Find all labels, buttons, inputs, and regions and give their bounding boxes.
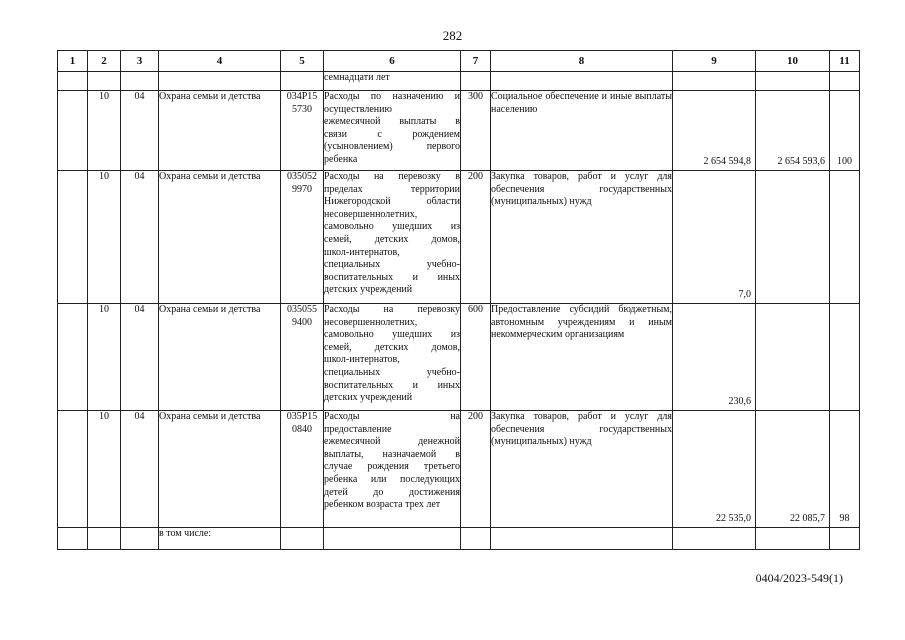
- description-line: специальных учебно-: [324, 259, 460, 271]
- description-line: школ-интернатов,: [324, 246, 400, 258]
- cell-expense-type-name: Предоставление субсидий бюджетным, автономным учреждениям и иным некоммерческим организациям: [491, 304, 673, 411]
- description-line: самовольно ушедших из: [324, 329, 460, 341]
- header-col-10: 10: [756, 51, 830, 72]
- description-line: школ-интернатов,: [324, 354, 400, 366]
- cell-execution-percent: 100: [830, 91, 860, 171]
- header-col-2: 2: [88, 51, 121, 72]
- continuation-row: [58, 72, 860, 91]
- including-label: в том числе:: [159, 528, 281, 550]
- description-line: несовершеннолетних,: [324, 316, 418, 328]
- continuation-text: семнадцати лет: [324, 72, 461, 91]
- table-row: [58, 171, 860, 304]
- description-line: воспитательных и иных: [324, 271, 460, 283]
- cell-subsection: 04: [121, 304, 159, 411]
- cell-expense-description: [324, 411, 461, 528]
- header-col-5: 5: [281, 51, 324, 72]
- cell-expense-description: [324, 91, 461, 171]
- cell-execution-percent: [830, 171, 860, 304]
- cell-expense-type-code: 200: [461, 411, 491, 528]
- cell-section-name: Охрана семьи и детства: [159, 171, 281, 304]
- cell-section: 10: [88, 411, 121, 528]
- description-line: Расходы по назначению и: [324, 91, 460, 102]
- empty-cell: [461, 528, 491, 550]
- page-number: 282: [442, 28, 463, 43]
- empty-cell: [491, 528, 673, 550]
- header-col-9: 9: [673, 51, 756, 72]
- empty-cell: [324, 528, 461, 550]
- cell-expense-type-code: 600: [461, 304, 491, 411]
- description-line: Расходы на перевозку: [324, 304, 460, 315]
- header-col-1: 1: [58, 51, 88, 72]
- cell-section: 10: [88, 91, 121, 171]
- cell-col-1: [58, 411, 88, 528]
- description-line: предоставление: [324, 423, 392, 435]
- cell-subsection: 04: [121, 411, 159, 528]
- header-col-11: 11: [830, 51, 860, 72]
- cell-col-1: [58, 304, 88, 411]
- description-line: Расходы на: [324, 411, 460, 422]
- description-line: ежемесячной выплаты в: [324, 116, 460, 128]
- cell-expense-type-name: Социальное обеспечение и иные выплаты населению: [491, 91, 673, 171]
- cell-approved-amount: 7,0: [673, 171, 756, 304]
- cell-expense-type-code: 300: [461, 91, 491, 171]
- description-line: случае рождения третьего: [324, 461, 460, 473]
- description-line: детей до достижения: [324, 486, 460, 498]
- cell-section-name: Охрана семьи и детства: [159, 411, 281, 528]
- cell-executed-amount: 22 085,7: [756, 411, 830, 528]
- cell-expense-type-name: Закупка товаров, работ и услуг для обеспечения государственных (муниципальных) нужд: [491, 171, 673, 304]
- cell-section: 10: [88, 171, 121, 304]
- empty-cell: [121, 528, 159, 550]
- budget-table: [57, 50, 860, 550]
- description-line: несовершеннолетних,: [324, 208, 418, 220]
- description-line: ребенка или последующих: [324, 473, 460, 485]
- description-line: ребенка: [324, 153, 358, 165]
- cell-execution-percent: [830, 304, 860, 411]
- cell-expense-type-code: 200: [461, 171, 491, 304]
- description-line: осуществлению: [324, 103, 392, 115]
- empty-cell: [673, 528, 756, 550]
- cell-expense-type-name: Закупка товаров, работ и услуг для обеспечения государственных (муниципальных) нужд: [491, 411, 673, 528]
- description-line: детских учреждений: [324, 392, 413, 404]
- table-row: [58, 304, 860, 411]
- header-col-3: 3: [121, 51, 159, 72]
- document-code: 0404/2023-549(1): [755, 571, 843, 585]
- cell-target-code: 034P15 5730: [281, 91, 324, 171]
- table-row: [58, 411, 860, 528]
- description-line: пределах территории: [324, 183, 460, 195]
- header-row: [58, 51, 860, 72]
- cell-subsection: 04: [121, 171, 159, 304]
- cell-approved-amount: 2 654 594,8: [673, 91, 756, 171]
- cell-section-name: Охрана семьи и детства: [159, 91, 281, 171]
- cell-executed-amount: [756, 171, 830, 304]
- description-line: семей, детских домов,: [324, 233, 460, 245]
- description-line: ребенком возраста трех лет: [324, 499, 441, 511]
- header-col-7: 7: [461, 51, 491, 72]
- empty-cell: [88, 528, 121, 550]
- cell-subsection: 04: [121, 91, 159, 171]
- cell-target-code: 035P15 0840: [281, 411, 324, 528]
- footer-row: [58, 528, 860, 550]
- cell-col-1: [58, 171, 88, 304]
- description-line: Нижегородской области: [324, 196, 460, 208]
- cell-expense-description: [324, 171, 461, 304]
- cell-executed-amount: [756, 304, 830, 411]
- header-col-4: 4: [159, 51, 281, 72]
- description-line: детских учреждений: [324, 284, 413, 296]
- cell-executed-amount: 2 654 593,6: [756, 91, 830, 171]
- description-line: самовольно ушедших из: [324, 221, 460, 233]
- cell-approved-amount: 22 535,0: [673, 411, 756, 528]
- description-line: Расходы на перевозку в: [324, 171, 460, 182]
- cell-execution-percent: 98: [830, 411, 860, 528]
- description-line: (усыновлением) первого: [324, 141, 460, 153]
- cell-expense-description: [324, 304, 461, 411]
- description-line: ежемесячной денежной: [324, 436, 460, 448]
- description-line: связи с рождением: [324, 128, 460, 140]
- cell-col-1: [58, 91, 88, 171]
- cell-section-name: Охрана семьи и детства: [159, 304, 281, 411]
- header-col-8: 8: [491, 51, 673, 72]
- cell-approved-amount: 230,6: [673, 304, 756, 411]
- table-row: [58, 91, 860, 171]
- header-col-6: 6: [324, 51, 461, 72]
- description-line: семей, детских домов,: [324, 341, 460, 353]
- description-line: специальных учебно-: [324, 366, 460, 378]
- cell-target-code: 035055 9400: [281, 304, 324, 411]
- description-line: выплаты, назначаемой в: [324, 448, 460, 460]
- cell-target-code: 035052 9970: [281, 171, 324, 304]
- empty-cell: [756, 528, 830, 550]
- cell-section: 10: [88, 304, 121, 411]
- description-line: воспитательных и иных: [324, 379, 460, 391]
- empty-cell: [58, 528, 88, 550]
- empty-cell: [830, 528, 860, 550]
- empty-cell: [281, 528, 324, 550]
